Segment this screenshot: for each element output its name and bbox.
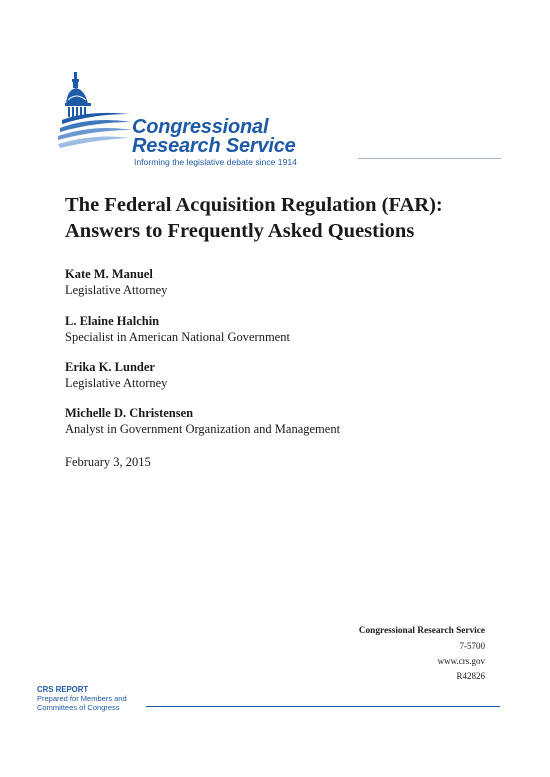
author-role: Legislative Attorney	[65, 283, 168, 297]
crs-report-footer	[37, 685, 127, 712]
author-block	[65, 359, 485, 392]
crs-logo	[58, 70, 503, 165]
crs-report-number: R42826	[456, 671, 485, 681]
report-date: February 3, 2015	[65, 455, 151, 469]
author-name: Erika K. Lunder	[65, 360, 155, 374]
logo-tagline: Informing the legislative debate since 1914	[134, 157, 297, 167]
tagline-rule	[358, 158, 501, 159]
prepared-line2: Committees of Congress	[37, 703, 120, 712]
crs-phone: 7-5700	[459, 641, 485, 651]
report-label: CRS REPORT	[37, 685, 89, 694]
prepared-line1: Prepared for Members and	[37, 694, 127, 703]
logo-title-line2: Research Service	[132, 135, 296, 157]
author-role: Analyst in Government Organization and Management	[65, 422, 341, 436]
logo-title	[132, 118, 296, 156]
logo-title-line1: Congressional	[132, 116, 269, 138]
author-block	[65, 266, 485, 299]
author-role: Legislative Attorney	[65, 376, 168, 390]
author-name: L. Elaine Halchin	[65, 314, 160, 328]
author-block	[65, 313, 485, 346]
crs-info-block	[359, 624, 485, 684]
capitol-dome-icon	[58, 70, 133, 165]
report-title	[65, 192, 505, 244]
report-title-line2: Answers to Frequently Asked Questions	[65, 220, 415, 242]
footer-rule	[146, 706, 500, 707]
crs-org-name: Congressional Research Service	[358, 626, 485, 636]
author-name: Kate M. Manuel	[65, 267, 153, 281]
crs-website: www.crs.gov	[437, 656, 485, 666]
report-title-line1: The Federal Acquisition Regulation (FAR):	[65, 194, 443, 216]
author-name: Michelle D. Christensen	[65, 406, 194, 420]
author-role: Specialist in American National Government	[65, 330, 290, 344]
author-block	[65, 405, 485, 438]
